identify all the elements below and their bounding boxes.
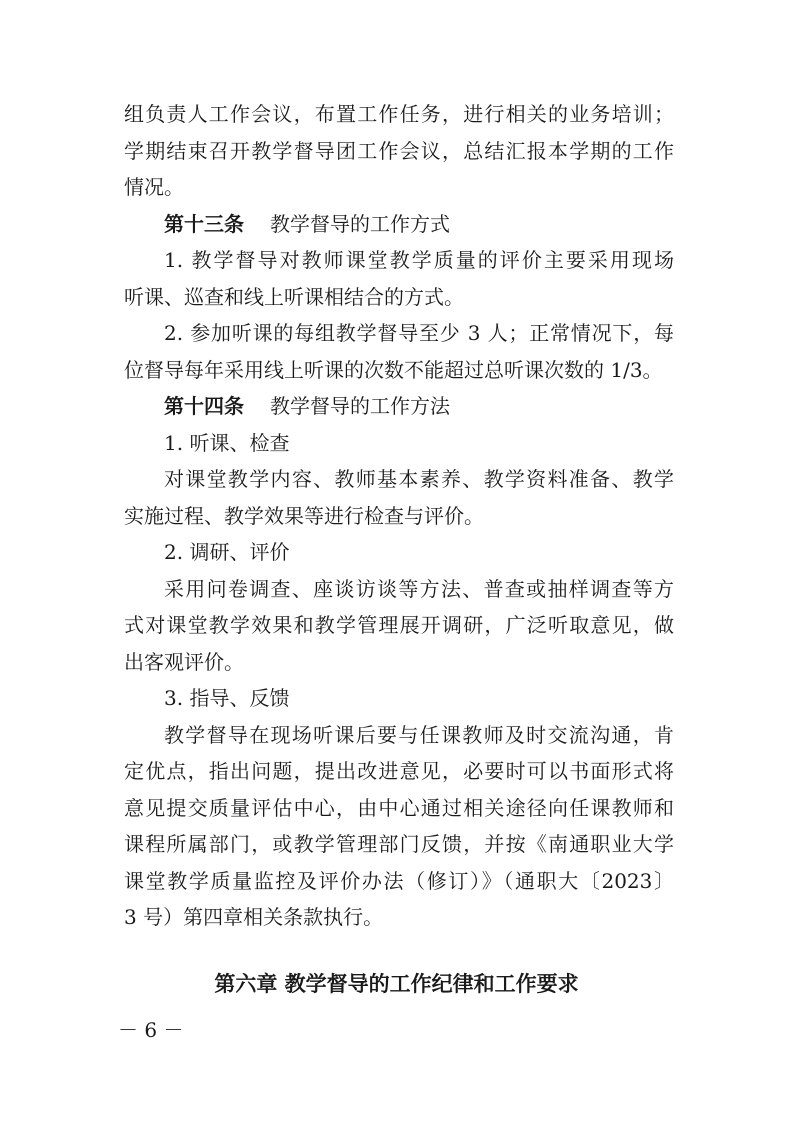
text-line: 对课堂教学内容、教师基本素养、教学资料准备、教学 xyxy=(164,467,674,491)
text-line: 1. 教学督导对教师课堂教学质量的评价主要采用现场 xyxy=(164,248,674,272)
article-heading-14 xyxy=(124,388,674,425)
text-line: 式对课堂教学效果和教学管理展开调研，广泛听取意见，做 xyxy=(124,613,674,637)
text-line: 出客观评价。 xyxy=(124,649,244,674)
text-line: 实施过程、教学效果等进行检查与评价。 xyxy=(124,503,484,528)
text-line: 情况。 xyxy=(124,175,184,199)
article-number: 第十四条 xyxy=(164,394,244,418)
article-title: 教学督导的工作方法 xyxy=(270,394,450,418)
text-line: 听课、巡查和线上听课相结合的方式。 xyxy=(124,284,464,309)
text-line: 定优点，指出问题，提出改进意见，必要时可以书面形式将 xyxy=(124,759,674,783)
text-line: 学期结束召开教学督导团工作会议，总结汇报本学期的工作 xyxy=(124,138,674,163)
body-text xyxy=(124,96,674,936)
list-heading: 1. 听课、检查 xyxy=(164,430,290,455)
text-line: 位督导每年采用线上听课的次数不能超过总听课次数的 1/3。 xyxy=(124,357,663,382)
text-line: 2. 参加听课的每组教学督导至少 3 人；正常情况下，每 xyxy=(164,321,674,345)
page-number: － 6 － xyxy=(118,1018,184,1042)
list-heading: 3. 指导、反馈 xyxy=(164,686,290,710)
text-line: 意见提交质量评估中心，由中心通过相关途径向任课教师和 xyxy=(124,795,674,820)
article-number: 第十三条 xyxy=(164,211,244,236)
chapter-heading: 第六章 教学督导的工作纪律和工作要求 xyxy=(214,972,579,996)
text-line: 课程所属部门，或教学管理部门反馈，并按《南通职业大学 xyxy=(124,832,674,856)
list-heading: 2. 调研、评价 xyxy=(164,540,290,564)
article-title: 教学督导的工作方式 xyxy=(270,211,450,236)
text-line: 教学督导在现场听课后要与任课教师及时交流沟通，肯 xyxy=(164,722,674,747)
article-heading-13 xyxy=(124,206,674,243)
text-line: 组负责人工作会议，布置工作任务，进行相关的业务培训； xyxy=(124,102,674,126)
text-line: 采用问卷调查、座谈访谈等方法、普查或抽样调查等方 xyxy=(164,576,674,601)
text-line: 课堂教学质量监控及评价办法（修订）》（通职大〔2023〕 xyxy=(124,868,674,893)
text-line: 3 号）第四章相关条款执行。 xyxy=(124,905,384,929)
